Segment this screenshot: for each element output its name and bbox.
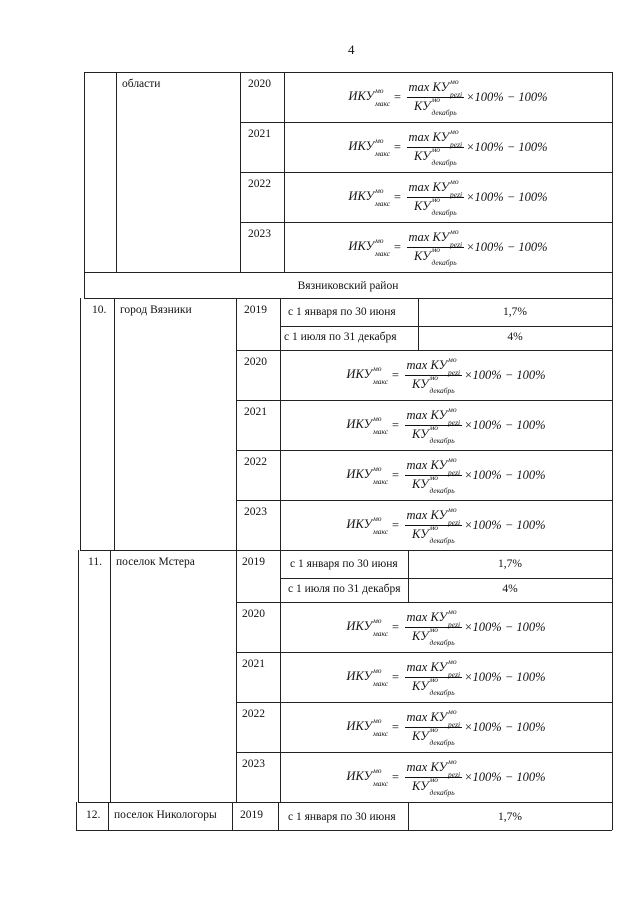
formula-lhs: ИКУ мо макс [346,715,389,738]
municipality-name: город Вязники [120,304,192,316]
formula-equals: = [391,719,400,734]
formula-equals: = [393,89,402,104]
year-label: 2019 [244,304,267,316]
index-formula [284,225,612,269]
formula-fraction: max КУ мо pezi КУ мо декабрь [408,176,463,217]
formula-equals: = [391,619,400,634]
formula-fraction: max КУ мо pezi КУ мо декабрь [406,404,461,445]
formula-lhs: ИКУ мо макс [346,413,389,436]
formula-fraction: max КУ мо pezi КУ мо декабрь [406,606,461,647]
period-label: с 1 июля по 31 декабря [284,331,397,343]
formula-equals: = [393,189,402,204]
formula-rhs: ×100% − 100% [466,239,548,254]
formula-lhs: ИКУ мо макс [346,513,389,536]
index-formula [284,75,612,119]
formula-fraction: max КУ мо pezi КУ мо декабрь [408,76,463,117]
municipality-name: поселок Никологоры [114,809,217,821]
index-formula [284,175,612,219]
formula-lhs: ИКУ мо макс [346,615,389,638]
formula-fraction: max КУ мо pezi КУ мо декабрь [406,454,461,495]
formula-rhs: ×100% − 100% [466,89,548,104]
year-label: 2020 [242,608,265,620]
year-label: 2023 [244,506,267,518]
period-value: 1,7% [498,558,522,570]
formula-equals: = [391,769,400,784]
formula-rhs: ×100% − 100% [466,189,548,204]
formula-equals: = [391,417,400,432]
formula-fraction: max КУ мо pezi КУ мо декабрь [406,504,461,545]
formula-lhs: ИКУ мо макс [348,185,391,208]
year-label: 2022 [242,708,265,720]
formula-lhs: ИКУ мо макс [348,85,391,108]
formula-fraction: max КУ мо pezi КУ мо декабрь [408,226,463,267]
row-number: 11. [88,556,102,568]
formula-fraction: max КУ мо pezi КУ мо декабрь [406,706,461,747]
row-number: 10. [92,304,107,316]
year-label: 2021 [242,658,265,670]
district-header: Вязниковский район [297,280,399,292]
formula-rhs: ×100% − 100% [464,367,546,382]
index-formula [280,655,612,699]
formula-fraction: max КУ мо pezi КУ мо декабрь [406,354,461,395]
formula-rhs: ×100% − 100% [464,769,546,784]
index-formula [284,125,612,169]
formula-lhs: ИКУ мо макс [346,363,389,386]
formula-rhs: ×100% − 100% [464,619,546,634]
index-formula [280,353,612,397]
municipality-name: области [122,78,161,90]
formula-lhs: ИКУ мо макс [348,135,391,158]
municipality-name: поселок Мстера [116,556,195,568]
index-formula [280,705,612,749]
row-number: 12. [86,809,101,821]
formula-rhs: ×100% − 100% [464,517,546,532]
formula-lhs: ИКУ мо макс [346,665,389,688]
formula-lhs: ИКУ мо макс [348,235,391,258]
formula-rhs: ×100% − 100% [464,669,546,684]
year-label: 2021 [248,128,271,140]
period-value: 4% [507,331,523,343]
index-formula [280,453,612,497]
formula-rhs: ×100% − 100% [464,719,546,734]
page-number: 4 [348,42,355,57]
formula-rhs: ×100% − 100% [464,417,546,432]
index-formula [280,503,612,547]
formula-fraction: max КУ мо pezi КУ мо декабрь [406,656,461,697]
period-value: 1,7% [503,306,527,318]
formula-equals: = [393,139,402,154]
index-formula [280,605,612,649]
year-label: 2023 [242,758,265,770]
formula-fraction: max КУ мо pezi КУ мо декабрь [408,126,463,167]
formula-rhs: ×100% − 100% [466,139,548,154]
year-label: 2019 [240,809,263,821]
formula-equals: = [393,239,402,254]
period-label: с 1 января по 30 июня [288,306,396,318]
formula-lhs: ИКУ мо макс [346,765,389,788]
year-label: 2021 [244,406,267,418]
period-label: с 1 июля по 31 декабря [288,583,401,595]
index-formula [280,755,612,799]
year-label: 2022 [248,178,271,190]
period-label: с 1 января по 30 июня [288,811,396,823]
year-label: 2019 [242,556,265,568]
year-label: 2020 [248,78,271,90]
formula-equals: = [391,367,400,382]
period-label: с 1 января по 30 июня [290,558,398,570]
formula-equals: = [391,517,400,532]
year-label: 2023 [248,228,271,240]
period-value: 4% [502,583,518,595]
period-value: 1,7% [498,811,522,823]
formula-equals: = [391,467,400,482]
year-label: 2020 [244,356,267,368]
formula-fraction: max КУ мо pezi КУ мо декабрь [406,756,461,797]
formula-rhs: ×100% − 100% [464,467,546,482]
formula-equals: = [391,669,400,684]
year-label: 2022 [244,456,267,468]
formula-lhs: ИКУ мо макс [346,463,389,486]
index-formula [280,403,612,447]
